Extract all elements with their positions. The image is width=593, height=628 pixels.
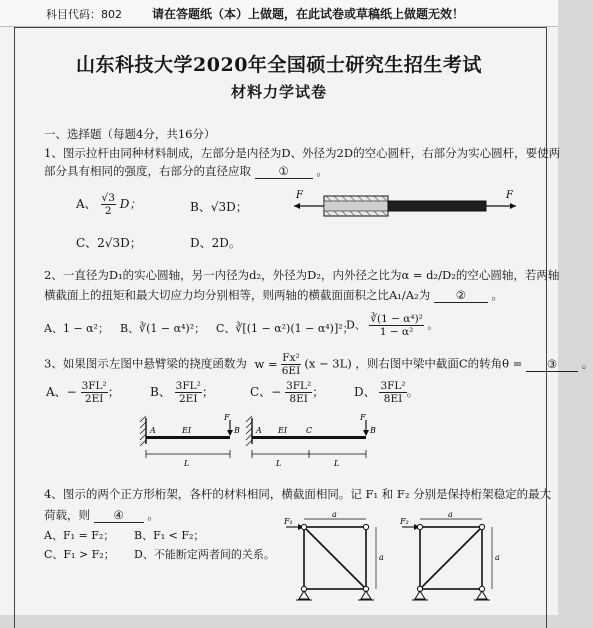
q3-option-b-tail: ； — [201, 385, 214, 399]
q3-beam2-figure — [246, 413, 386, 470]
q3-option-d-label: D、 — [354, 385, 376, 399]
q3-option-b-numerator: 3FL² — [175, 380, 201, 392]
q4-option-a: A、F₁ = F₂； — [44, 529, 115, 542]
q2-line2-suffix: 。 — [491, 288, 504, 302]
q2-line1: 2、一直径为D₁的实心圆轴，另一内径为d₂，外径为D₂，内外径之比为α = d₂/D₂的空心圆轴，若两轴 — [44, 268, 560, 282]
q4-truss1-force-label: F₁ — [284, 517, 293, 526]
q3-option-c-numerator: 3FL² — [286, 380, 312, 392]
q3-beam2-label-f: F — [360, 413, 366, 422]
q3-formula-tail: (x − 3L) — [304, 356, 352, 371]
q3-option-b-label: B、 — [150, 385, 171, 399]
q4-truss2-top-dim: a — [448, 510, 453, 519]
q3-option-d-numerator: 3FL² — [380, 380, 406, 392]
q3-beam1-label-b: B — [234, 426, 240, 435]
q4-truss2-figure — [398, 510, 508, 611]
q3-option-b-denominator: 2EI — [178, 393, 198, 405]
q3-option-c-tail: ； — [312, 385, 325, 399]
q1-option-c: C、2√3D； — [76, 236, 142, 250]
q3-beam1-label-ei: EI — [182, 426, 191, 435]
q1-line2-suffix: 。 — [316, 164, 328, 178]
q3-beam2-label-ei: EI — [278, 426, 287, 435]
q2-option-d-denominator: 1 − α² — [379, 326, 414, 338]
q3-answer-blank: ③ — [526, 357, 578, 372]
q1-force-right-label: F — [506, 190, 513, 201]
q4-option-c: C、F₁ > F₂； — [44, 548, 115, 561]
q3-formula-denominator: 6EI — [281, 365, 301, 377]
q3-option-a-numerator: 3FL² — [81, 380, 107, 392]
q2-option-d-fraction — [369, 313, 424, 338]
q3-option-c-sign: − — [271, 385, 282, 399]
q1-option-d: D、2D。 — [190, 236, 241, 250]
q3-option-d-denominator: 8EI — [383, 393, 403, 405]
q3-option-c-fraction — [285, 380, 312, 405]
q2-option-c: C、∛[(1 − α²)(1 − α⁴)]²； — [216, 322, 354, 335]
q4-option-b: B、F₁ < F₂； — [134, 529, 205, 542]
q3-option-d-tail: 。 — [406, 385, 419, 399]
q2-option-d-numerator: ∛(1 − α⁴)² — [370, 313, 423, 325]
q3-formula-lhs: w = — [254, 356, 278, 371]
warning-text: 请在答题纸（本）上做题，在此试卷或草稿纸上做题无效！ — [152, 7, 465, 21]
q2-line2-prefix: 横截面上的扭矩和最大切应力均分别相等，则两轴的横截面面积之比A₁/A₂为 — [44, 288, 431, 302]
q2-option-d-tail: 。 — [427, 318, 439, 332]
q4-truss1-figure — [282, 510, 392, 611]
q1-force-left-label: F — [296, 190, 303, 201]
q3-option-c-label: C、 — [250, 385, 272, 399]
q3-option-d — [354, 380, 419, 405]
q1-line2-prefix: 部分具有相同的强度，右部分的直径应取 — [44, 164, 251, 178]
q3-beam1-label-a: A — [150, 426, 156, 435]
q1-option-a — [76, 192, 141, 217]
q1-option-a-label: A、 — [76, 197, 97, 211]
q2-option-d — [346, 313, 438, 338]
q3-option-c — [250, 380, 324, 405]
exam-title: 山东科技大学2020年全国硕士研究生招生考试 — [76, 54, 482, 76]
q3-option-a-denominator: 2EI — [84, 393, 104, 405]
q3-option-a-label: A、 — [46, 385, 67, 399]
q3-line — [44, 352, 593, 377]
q3-formula-numerator: Fx² — [282, 352, 300, 364]
q3-beam2-label-l2: L — [334, 459, 340, 468]
q4-truss1-top-dim: a — [332, 510, 337, 519]
q2-option-d-label: D、 — [346, 318, 366, 332]
q3-option-b-fraction — [175, 380, 202, 405]
q3-line-prefix: 3、如果图示左图中悬臂梁的挠度函数为 — [44, 356, 247, 371]
q1-line2 — [44, 163, 328, 179]
exam-subtitle: 材料力学试卷 — [230, 83, 327, 101]
q1-option-a-denominator: 2 — [104, 205, 112, 217]
q3-option-a-sign: − — [66, 385, 77, 399]
q3-option-a — [46, 380, 120, 405]
q1-option-a-fraction — [101, 192, 116, 217]
header-strip — [0, 0, 558, 27]
q3-line-suffix: 。 — [581, 356, 593, 371]
q2-line2 — [44, 287, 503, 303]
q2-option-b: B、∛(1 − α⁴)²； — [120, 322, 206, 335]
q1-option-b: B、√3D； — [190, 200, 248, 214]
q1-option-a-tail: D； — [119, 197, 142, 211]
q2-option-a: A、1 − α²； — [44, 322, 109, 335]
q3-option-b — [150, 380, 214, 405]
q3-option-d-fraction — [379, 380, 406, 405]
q4-truss2-force-label: F₂ — [400, 517, 409, 526]
q3-beam2-label-a: A — [256, 426, 262, 435]
q3-option-c-denominator: 8EI — [289, 393, 308, 405]
section-heading: 一、选择题（每题4分，共16分） — [44, 127, 216, 141]
q4-line2-suffix: 。 — [147, 508, 159, 522]
q4-option-d: D、不能断定两者间的关系。 — [134, 548, 275, 561]
q1-answer-blank: ① — [255, 164, 313, 179]
q3-formula-fraction — [281, 352, 300, 377]
q4-line2 — [44, 507, 159, 523]
q4-truss1-side-dim: a — [379, 553, 384, 562]
q1-option-a-numerator: √3 — [101, 192, 115, 204]
q3-beam1-label-l: L — [184, 459, 190, 468]
q3-beam2-label-b: B — [370, 426, 376, 435]
subject-code: 科目代码：802 — [46, 8, 122, 21]
q3-beam2-label-l1: L — [276, 459, 282, 468]
q4-line1: 4、图示的两个正方形桁架，各杆的材料相同，横截面相同。记 F₁ 和 F₂ 分别是保持桁架稳定的最大 — [44, 487, 552, 501]
q1-bar-figure — [290, 186, 520, 226]
q2-answer-blank: ② — [434, 288, 488, 303]
q3-line-mid: ，则右图中梁中截面C的转角θ = — [355, 356, 523, 371]
q4-line2-prefix: 荷载，则 — [44, 508, 90, 522]
q4-truss2-side-dim: a — [495, 553, 500, 562]
q3-beam1-figure — [140, 413, 250, 470]
q1-line1: 1、图示拉杆由同种材料制成，左部分是内径为D、外径为2D的空心圆杆，右部分为实心圆杆，要使两 — [44, 146, 561, 160]
q3-beam1-label-f: F — [224, 413, 230, 422]
q3-option-a-tail: ； — [107, 385, 120, 399]
q3-beam2-label-c: C — [306, 426, 313, 435]
q3-option-a-fraction — [81, 380, 108, 405]
q4-answer-blank: ④ — [94, 508, 144, 523]
